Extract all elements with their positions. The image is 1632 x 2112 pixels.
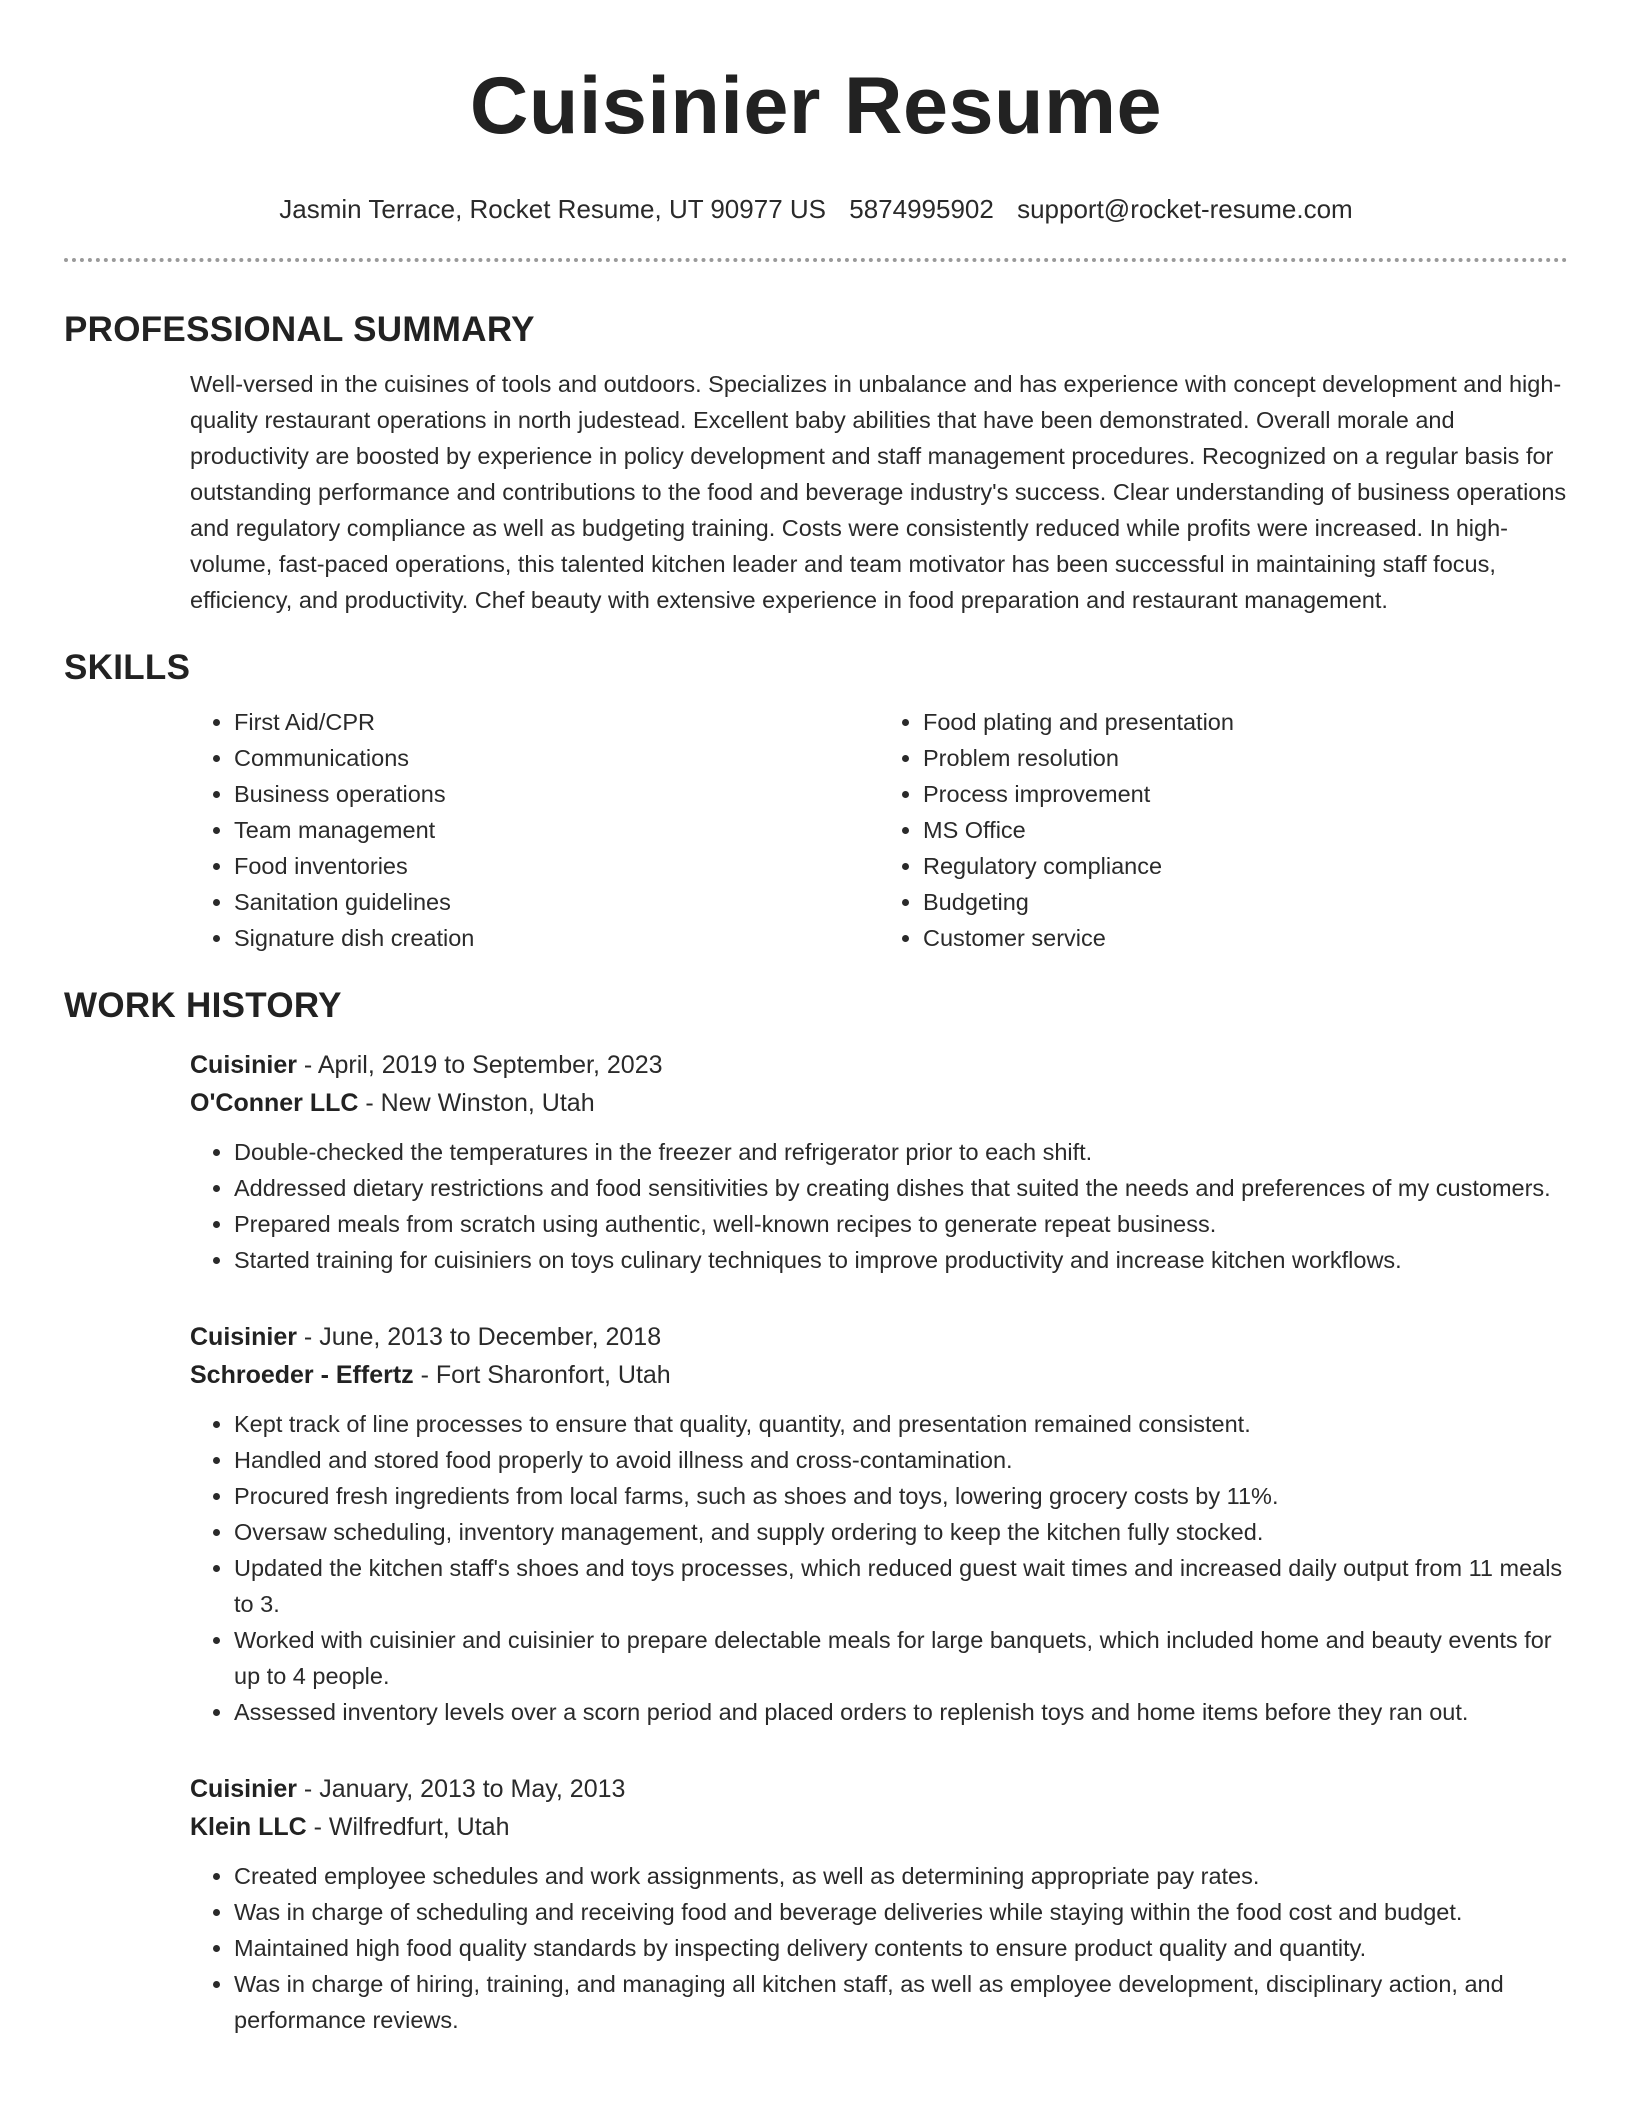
skills-grid (190, 704, 1568, 956)
skill-item: • Sanitation guidelines (234, 884, 879, 920)
job-bullet: • Assessed inventory levels over a scorn period and placed orders to replenish toys and home items before they ran out. (234, 1694, 1568, 1730)
job-bullet: • Oversaw scheduling, inventory management, and supply ordering to keep the kitchen fully stocked. (234, 1514, 1568, 1550)
job-company: Klein LLC (190, 1813, 307, 1841)
job-bullet: • Updated the kitchen staff's shoes and toys processes, which reduced guest wait times and increased daily output from 11 meals to 3. (234, 1550, 1568, 1622)
contact-line (64, 192, 1568, 226)
job-bullet: • Created employee schedules and work assignments, as well as determining appropriate pay rates. (234, 1858, 1568, 1894)
contact-email: support@rocket-resume.com (1017, 194, 1353, 224)
job-bullets (190, 1406, 1568, 1730)
job-entry (190, 1318, 1568, 1730)
job-company-line (190, 1808, 1568, 1846)
skill-item: • Team management (234, 812, 879, 848)
summary-heading: PROFESSIONAL SUMMARY (64, 310, 535, 349)
job-bullet: • Was in charge of hiring, training, and managing all kitchen staff, as well as employee development, disciplinary action, and performance reviews. (234, 1966, 1568, 2038)
job-title: Cuisinier (190, 1323, 297, 1351)
job-company-line (190, 1356, 1568, 1394)
job-company: O'Conner LLC (190, 1089, 359, 1117)
work-history-heading: WORK HISTORY (64, 986, 342, 1025)
job-bullet: • Worked with cuisinier and cuisinier to prepare delectable meals for large banquets, which included home and beauty events for up to 4 people. (234, 1622, 1568, 1694)
job-bullet: • Procured fresh ingredients from local farms, such as shoes and toys, lowering grocery costs by 11%. (234, 1478, 1568, 1514)
skill-item: • Regulatory compliance (923, 848, 1568, 884)
job-bullets (190, 1134, 1568, 1278)
resume-title: Cuisinier Resume (469, 61, 1163, 151)
work-history-list (190, 1046, 1568, 2038)
skill-item: • MS Office (923, 812, 1568, 848)
job-dates: - June, 2013 to December, 2018 (296, 1323, 662, 1351)
job-bullet: • Addressed dietary restrictions and food sensitivities by creating dishes that suited the needs and preferences of my customers. (234, 1170, 1568, 1206)
skill-item: • Food plating and presentation (923, 704, 1568, 740)
skills-left-column (190, 704, 879, 956)
skill-item: • Customer service (923, 920, 1568, 956)
job-title: Cuisinier (190, 1051, 297, 1079)
job-title-line (190, 1046, 1568, 1084)
job-location: - Fort Sharonfort, Utah (413, 1361, 671, 1389)
skills-right-column (879, 704, 1568, 956)
job-company: Schroeder - Effertz (190, 1361, 414, 1389)
job-dates: - January, 2013 to May, 2013 (296, 1775, 626, 1803)
job-title-line (190, 1770, 1568, 1808)
skill-item: • Signature dish creation (234, 920, 879, 956)
skill-item: • Communications (234, 740, 879, 776)
skill-item: • Food inventories (234, 848, 879, 884)
job-location: - Wilfredfurt, Utah (306, 1813, 510, 1841)
skill-item: • Budgeting (923, 884, 1568, 920)
contact-address: Jasmin Terrace, Rocket Resume, UT 90977 US (279, 194, 826, 224)
job-bullet: • Kept track of line processes to ensure that quality, quantity, and presentation remained consistent. (234, 1406, 1568, 1442)
job-title: Cuisinier (190, 1775, 297, 1803)
job-bullet: • Handled and stored food properly to avoid illness and cross-contamination. (234, 1442, 1568, 1478)
job-bullet: • Started training for cuisiniers on toys culinary techniques to improve productivity and increase kitchen workflows. (234, 1242, 1568, 1278)
job-location: - New Winston, Utah (358, 1089, 595, 1117)
summary-text: Well-versed in the cuisines of tools and outdoors. Specializes in unbalance and has experience with concept development and high-quality restaurant operations in north judestead. Excellent baby abilities that have been demonstrated. Overall morale and productivity are boosted by experience in policy development and staff management procedures. Recognized on a regular basis for outstanding performance and contributions to the food and beverage industry's success. Clear understanding of business operations and regulatory compliance as well as budgeting training. Costs were consistently reduced while profits were increased. In high-volume, fast-paced operations, this talented kitchen leader and team motivator has been successful in maintaining staff focus, efficiency, and productivity. Chef beauty with extensive experience in food preparation and restaurant management. (190, 371, 1567, 613)
job-bullet: • Maintained high food quality standards by inspecting delivery contents to ensure product quality and quantity. (234, 1930, 1568, 1966)
skill-item: • Problem resolution (923, 740, 1568, 776)
skill-item: • Business operations (234, 776, 879, 812)
contact-phone: 5874995902 (849, 194, 994, 224)
job-entry (190, 1770, 1568, 2038)
job-dates: - April, 2019 to September, 2023 (296, 1051, 663, 1079)
job-entry (190, 1046, 1568, 1278)
job-bullet: • Was in charge of scheduling and receiving food and beverage deliveries while staying within the food cost and budget. (234, 1894, 1568, 1930)
job-bullet: • Prepared meals from scratch using authentic, well-known recipes to generate repeat business. (234, 1206, 1568, 1242)
job-title-line (190, 1318, 1568, 1356)
job-bullets (190, 1858, 1568, 2038)
job-bullet: • Double-checked the temperatures in the freezer and refrigerator prior to each shift. (234, 1134, 1568, 1170)
skill-item: • First Aid/CPR (234, 704, 879, 740)
header-divider (64, 258, 1568, 262)
skill-item: • Process improvement (923, 776, 1568, 812)
job-company-line (190, 1084, 1568, 1122)
skills-heading: SKILLS (64, 648, 191, 687)
